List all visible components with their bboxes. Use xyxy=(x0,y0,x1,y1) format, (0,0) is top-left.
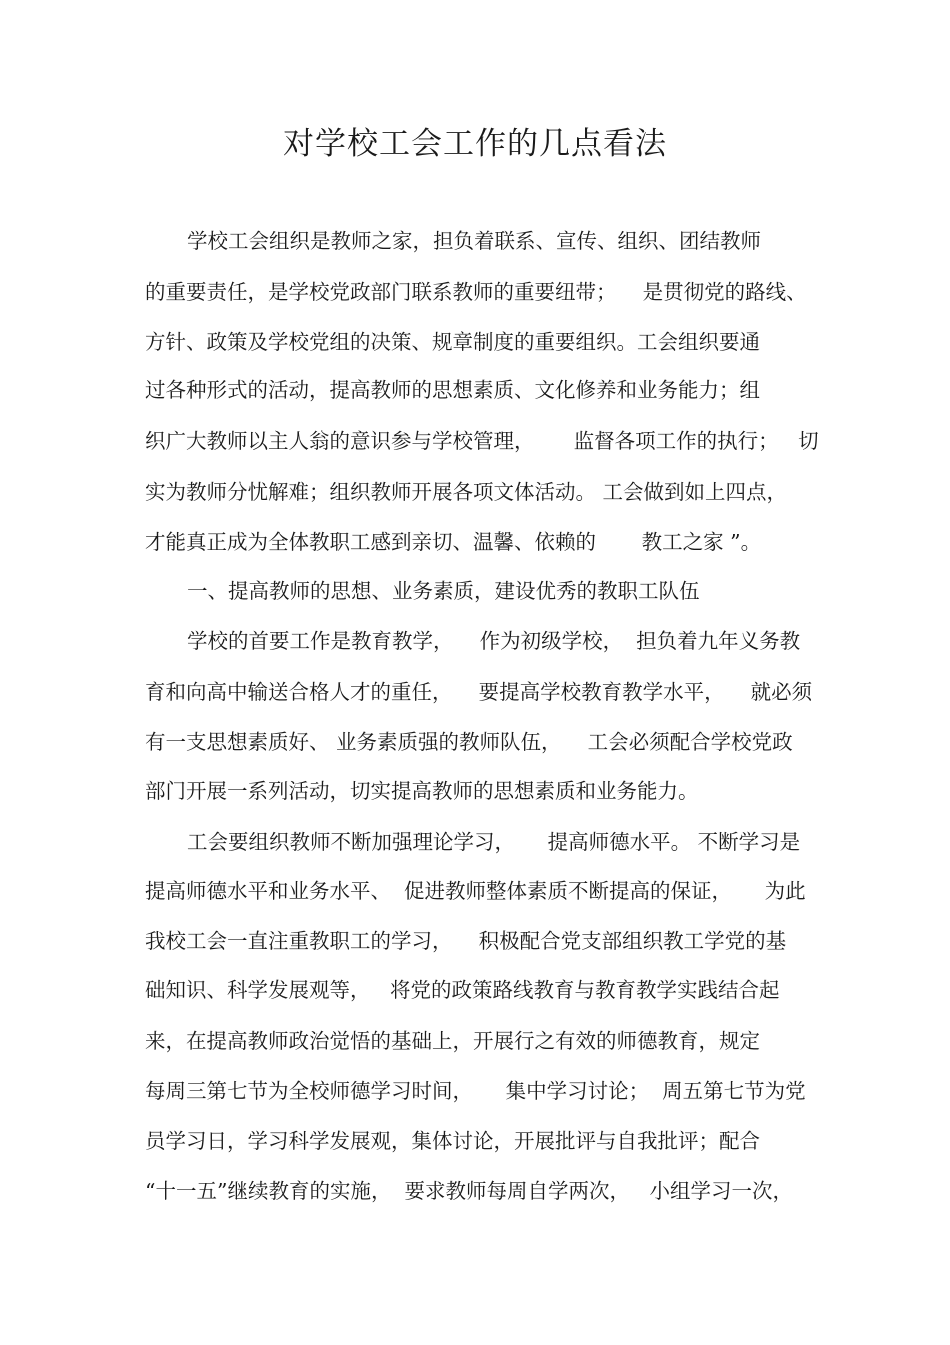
paragraph-line: 有一支思想素质好、 业务素质强的教师队伍， 工会必须配合学校党政 xyxy=(145,730,793,754)
paragraph-line: “十一五”继续教育的实施， 要求教师每周自学两次， 小组学习一次， xyxy=(145,1179,794,1203)
section-heading: 一、提高教师的思想、业务素质，建设优秀的教职工队伍 xyxy=(187,579,700,603)
paragraph-line: 部门开展一系列活动，切实提高教师的思想素质和业务能力。 xyxy=(145,779,699,803)
paragraph-line: 学校工会组织是教师之家，担负着联系、宣传、组织、团结教师 xyxy=(187,229,761,253)
document-title: 对学校工会工作的几点看法 xyxy=(283,126,667,162)
paragraph-line: 的重要责任，是学校党政部门联系教师的重要纽带； 是贯彻党的路线、 xyxy=(145,280,807,304)
paragraph-line: 实为教师分忧解难；组织教师开展各项文体活动。 工会做到如上四点， xyxy=(145,480,788,504)
paragraph-line: 提高师德水平和业务水平、 促进教师整体素质不断提高的保证， 为此 xyxy=(145,879,806,903)
paragraph-line: 工会要组织教师不断加强理论学习， 提高师德水平。 不断学习是 xyxy=(187,830,801,854)
paragraph-line: 育和向高中输送合格人才的重任， 要提高学校教育教学水平， 就必须 xyxy=(145,680,813,704)
paragraph-line: 才能真正成为全体教职工感到亲切、温馨、依赖的 教工之家 ”。 xyxy=(145,530,762,554)
paragraph-line: 础知识、科学发展观等， 将党的政策路线教育与教育教学实践结合起 xyxy=(145,978,780,1002)
paragraph-line: 我校工会一直注重教职工的学习， 积极配合党支部组织教工学党的基 xyxy=(145,929,787,953)
paragraph-line: 学校的首要工作是教育教学， 作为初级学校， 担负着九年义务教 xyxy=(187,629,801,653)
paragraph-line: 过各种形式的活动，提高教师的思想素质、文化修养和业务能力；组 xyxy=(145,378,760,402)
paragraph-line: 员学习日，学习科学发展观，集体讨论，开展批评与自我批评；配合 xyxy=(145,1129,760,1153)
paragraph-line: 方针、政策及学校党组的决策、规章制度的重要组织。工会组织要通 xyxy=(145,330,760,354)
paragraph-line: 织广大教师以主人翁的意识参与学校管理， 监督各项工作的执行； 切 xyxy=(145,429,819,453)
paragraph-line: 每周三第七节为全校师德学习时间， 集中学习讨论； 周五第七节为党 xyxy=(145,1079,806,1103)
paragraph-line: 来，在提高教师政治觉悟的基础上，开展行之有效的师德教育，规定 xyxy=(145,1029,760,1053)
